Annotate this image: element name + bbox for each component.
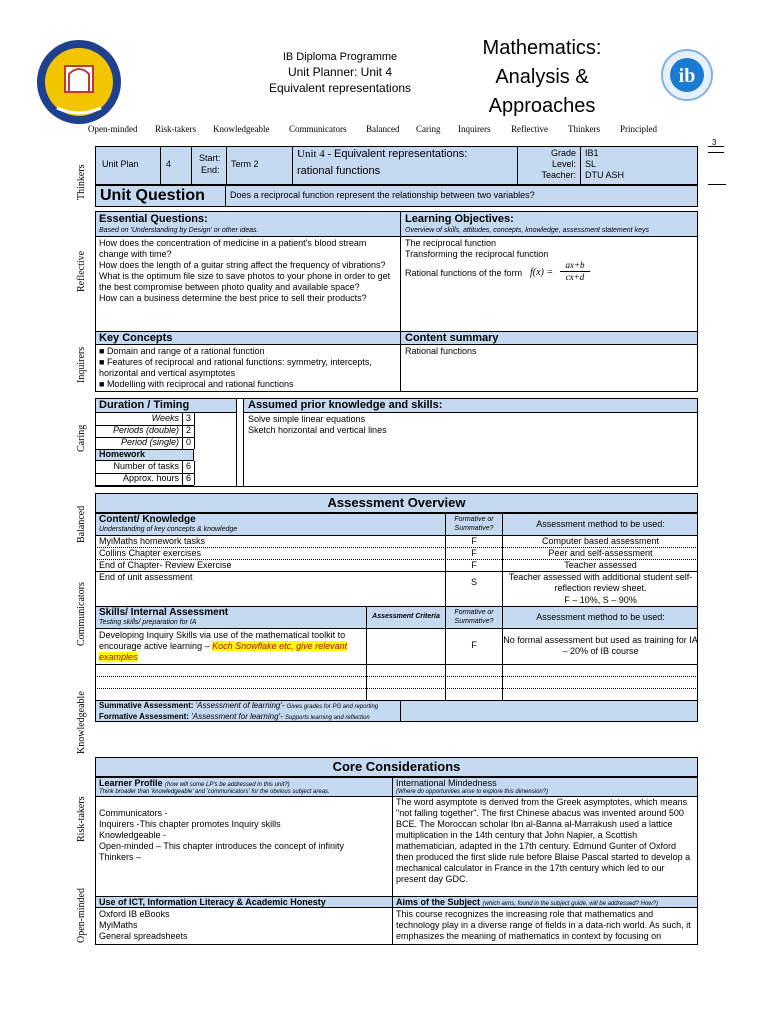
eq-item: How can a business determine the best price to sell their products? (99, 293, 367, 303)
attr-communicators: Communicators (289, 124, 347, 134)
sidebar-caring: Caring (76, 424, 87, 452)
eq-item: How does the length of a guitar string affect the frequency of vibrations? (99, 260, 386, 270)
kc-item: ■ Features of reciprocal and rational functions: symmetry, intercepts, horizontal and vertical asymptotes (99, 357, 372, 378)
attr-risk-takers: Risk-takers (155, 124, 196, 134)
ict-title: Use of ICT, Information Literacy & Academic Honesty (99, 897, 326, 907)
assessment-method: Computer based assessment (541, 536, 660, 546)
unit-title-main: Equivalent representations: (333, 148, 468, 160)
school-logo (35, 38, 123, 126)
intl-title: International Mindedness (396, 778, 497, 788)
assessment-task: MyiMaths homework tasks (99, 536, 206, 546)
unit-title-sub: rational functions (297, 165, 381, 177)
lo-title: Learning Objectives: (405, 213, 514, 225)
prior-item: Solve simple linear equations (248, 414, 366, 424)
learner-question: (how will some LP's be addressed in this unit?) (165, 782, 290, 788)
duration-value: 3 (186, 413, 192, 423)
aims-subtitle: (which aims, found in the subject guide, will be addressed? How?) (482, 901, 658, 907)
end-unit-weighting: F – 10%, S – 90% (564, 595, 637, 605)
prior-knowledge-title: Assumed prior knowledge and skills: (248, 399, 443, 411)
ict-item: General spreadsheets (99, 931, 188, 941)
teacher-label: Teacher: (541, 170, 576, 180)
eq-title: Essential Questions: (99, 213, 208, 225)
kc-item: ■ Modelling with reciprocal and rational functions (99, 379, 294, 389)
cs-title: Content summary (405, 332, 499, 344)
ict-item: MyiMaths (99, 920, 138, 930)
ict-item: Oxford IB eBooks (99, 909, 170, 919)
page-marker: 3 (712, 138, 717, 147)
teacher-value: DTU ASH (585, 170, 625, 180)
end-label: End: (201, 165, 220, 175)
sidebar-reflective: Reflective (76, 250, 87, 292)
learner-item: Communicators - (99, 808, 168, 818)
assessment-task: End of Chapter- Review Exercise (99, 560, 232, 570)
attr-caring: Caring (416, 124, 441, 134)
subject-line-1: Mathematics: (482, 37, 602, 59)
attr-knowledgeable: Knowledgeable (213, 124, 270, 134)
summative-label: Summative Assessment: (99, 701, 194, 710)
duration-label: Weeks (151, 413, 179, 423)
skills-subtitle: Testing skills/ preparation for IA (99, 619, 197, 626)
learner-item: Inquirers -This chapter promotes Inquiry skills (99, 819, 281, 829)
start-label: Start: (199, 153, 221, 163)
core-title: Core Considerations (332, 759, 461, 774)
attr-reflective: Reflective (511, 124, 548, 134)
unit-question-text: Does a reciprocal function represent the relationship between two variables? (230, 190, 535, 200)
end-unit-type: S (470, 577, 477, 587)
unit-plan-label: Unit Plan (102, 159, 139, 169)
summative-note: Gives grades for PG and reporting (286, 704, 379, 710)
sidebar-inquirers: Inquirers (76, 346, 87, 383)
svg-text:ib: ib (678, 65, 696, 87)
unit-title-prefix: Unit 4 - (297, 148, 334, 160)
attr-balanced: Balanced (366, 124, 400, 134)
learner-item: Knowledgeable - (99, 830, 167, 840)
end-unit-task: End of unit assessment (99, 572, 193, 582)
homework-row-value: 6 (186, 461, 192, 471)
assessment-type: F (471, 548, 477, 558)
sidebar-risk-takers: Risk-takers (76, 796, 87, 842)
eq-item: What is the optimum file size to save photos to your phone in order to get the best compromise between photo quality and available space? (99, 271, 391, 292)
level-value: SL (585, 159, 597, 169)
programme-label: IB Diploma Programme (282, 51, 398, 63)
attr-principled: Principled (620, 124, 657, 134)
skills-method-label: Assessment method to be used: (536, 612, 665, 622)
sidebar-knowledgeable: Knowledgeable (76, 691, 87, 754)
sidebar-communicators: Communicators (76, 582, 87, 646)
homework-row-label: Approx. hours (122, 473, 179, 483)
eq-item: How does the concentration of medicine in a patient's blood stream change with time? (99, 238, 367, 259)
unit-number: 4 (166, 159, 172, 169)
assessment-task: Collins Chapter exercises (99, 548, 202, 558)
level-label: Level: (551, 159, 576, 169)
form-label: Formative or Summative? (454, 516, 494, 532)
learner-title: Learner Profile (99, 778, 163, 788)
unit-subtitle: Equivalent representations (268, 81, 412, 95)
skills-method: No formal assessment but used as training for IA – 20% of IB course (503, 635, 698, 656)
assessment-method: Teacher assessed (564, 560, 637, 570)
term-value: Term 2 (231, 159, 259, 169)
lo-formula-lhs: f(x) = (530, 267, 554, 278)
ib-logo (660, 48, 714, 102)
attr-inquirers: Inquirers (458, 124, 491, 134)
attr-open-minded: Open-minded (88, 124, 138, 134)
prior-item: Sketch horizontal and vertical lines (248, 425, 387, 435)
skills-task: Developing Inquiry Skills via use of the mathematical toolkit to encourage active learning – (99, 630, 346, 651)
intl-subtitle: (Where do opportunities arise to explore this dimension?) (396, 789, 549, 795)
subject-line-3: Approaches (488, 95, 596, 117)
homework-row-label: Number of tasks (113, 461, 179, 471)
aims-text: This course recognizes the increasing role that mathematics and technology play in a diverse range of fields in a data-rich world. As such, it emphasizes the meaning of mathematics in context by focusing on (396, 909, 691, 941)
unit-question-label: Unit Question (100, 187, 205, 204)
duration-title: Duration / Timing (99, 399, 190, 411)
method-label: Assessment method to be used: (536, 519, 665, 529)
sidebar-thinkers: Thinkers (76, 164, 87, 200)
kc-title: Key Concepts (99, 332, 173, 344)
skills-form-label: Formative or Summative? (454, 609, 494, 625)
grade-label: Grade (550, 148, 576, 158)
duration-label: Period (single) (120, 437, 179, 447)
lo-item: Transforming the reciprocal function (405, 249, 549, 259)
skills-title: Skills/ Internal Assessment (99, 607, 229, 618)
content-title: Content/ Knowledge (99, 514, 196, 525)
aims-title: Aims of the Subject (396, 897, 481, 907)
cs-text: Rational functions (405, 346, 477, 356)
grade-value: IB1 (585, 148, 599, 158)
summative-def: 'Assessment of learning'- (195, 701, 285, 710)
assessment-type: F (471, 536, 477, 546)
formative-note: Supports learning and reflection (284, 715, 370, 721)
sidebar-open-minded: Open-minded (76, 888, 87, 943)
learner-item: Thinkers – (99, 852, 142, 862)
learner-item: Open-minded – This chapter introduces the concept of infinity (99, 841, 344, 851)
duration-value: 0 (186, 437, 192, 447)
assessment-title: Assessment Overview (327, 495, 466, 510)
lo-item: The reciprocal function (405, 238, 497, 248)
content-subtitle: Understanding of key concepts & knowledge (99, 526, 238, 533)
sidebar-balanced: Balanced (76, 505, 87, 543)
lo-formula-text: Rational functions of the form (405, 268, 523, 278)
homework-row-value: 6 (186, 473, 192, 483)
formative-def: 'Assessment for learning'- (191, 712, 283, 721)
skills-highlight: Koch Snowflake etc, give relevant examples (99, 641, 348, 662)
duration-value: 2 (186, 425, 192, 435)
assessment-method: Peer and self-assessment (548, 548, 653, 558)
learner-subtitle: Think broader than 'knowledgeable' and 'communicators' for the obvious subject areas. (99, 789, 330, 795)
end-unit-method: Teacher assessed with additional student self-reflection review sheet. (508, 572, 693, 593)
criteria-label: Assessment Criteria (372, 613, 440, 620)
attr-thinkers: Thinkers (568, 124, 600, 134)
duration-label: Periods (double) (112, 425, 179, 435)
kc-item: ■ Domain and range of a rational function (99, 346, 265, 356)
subject-line-2: Analysis & (495, 66, 589, 88)
eq-subtitle: Based on 'Understanding by Design' or other ideas. (99, 227, 259, 234)
intl-text: The word asymptote is derived from the Greek asymptotes, which means "not falling together". The first Chinese abacus was invented around 500 BCE. The Moroccan scholar Ibn al-Banna al-Marrakush used a lattice multiplication in the 14th century that John Napier, a Scottish mathematician, adapted in the 17th century. Edmund Gunter of Oxford then produced the first slide rule before Blaise Pascal started to develop a mechanical calculator in France in the 17th century which led to our present day GDC. (396, 797, 691, 884)
assessment-type: F (471, 560, 477, 570)
lo-formula-denominator: cx+d (560, 271, 590, 283)
unit-planner-label: Unit Planner: Unit 4 (287, 65, 393, 79)
lo-formula-numerator: ax+b (565, 260, 585, 270)
homework-label: Homework (99, 449, 146, 459)
skills-type: F (471, 640, 477, 650)
formative-label: Formative Assessment: (99, 712, 189, 721)
lo-subtitle: Overview of skills, attitudes, concepts, knowledge, assessment statement keys (405, 227, 649, 234)
